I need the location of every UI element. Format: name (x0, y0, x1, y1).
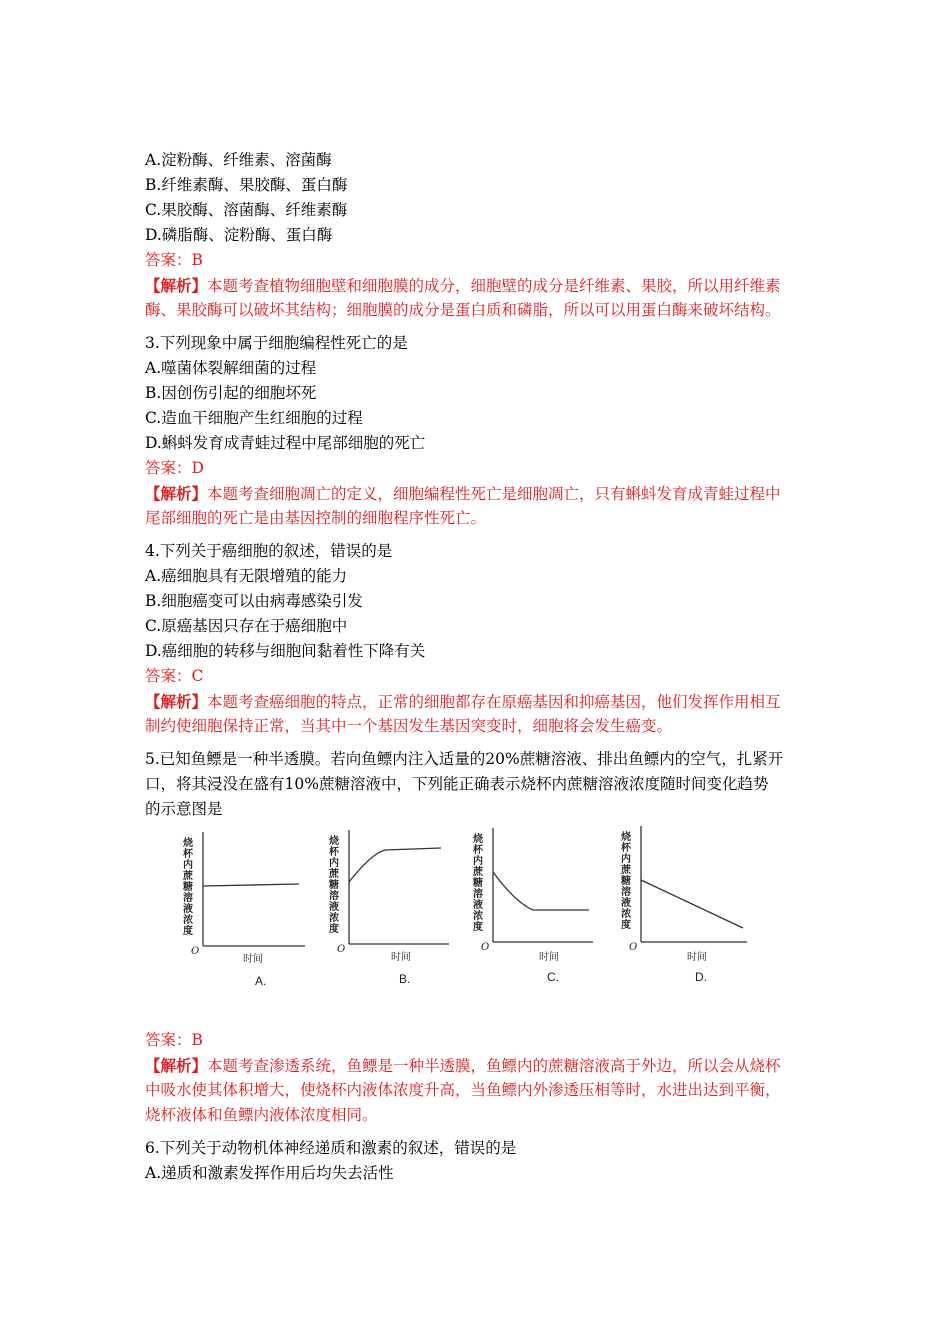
question-5 (145, 747, 815, 1128)
option-c: C.果胶酶、溶菌酶、纤维素酶 (145, 201, 348, 219)
origin-label: O (191, 946, 200, 957)
option-c: C.原癌基因只存在于癌细胞中 (145, 617, 348, 635)
analysis-line: 酶、果胶酶可以破坏其结构；细胞膜的成分是蛋白质和磷脂，所以可以用蛋白酶来破坏结构。 (145, 301, 781, 319)
graph-caption: B. (399, 972, 411, 986)
graph-caption: D. (695, 970, 707, 984)
curve-linear-decline (641, 880, 743, 928)
question-stem-line: 口，将其浸没在盛有10%蔗糖溶液中，下列能正确表示烧杯内蔗糖溶液浓度随时间变化趋势 (145, 775, 769, 793)
y-axis-label: 烧杯内蔗糖溶液浓度 (473, 834, 483, 933)
analysis-tag: 【解析】 (145, 692, 208, 711)
curve-rising (349, 848, 441, 882)
origin-label: O (481, 942, 490, 953)
option-d: D.蝌蚪发育成青蛙过程中尾部细胞的死亡 (145, 434, 426, 452)
analysis-tag: 【解析】 (145, 1056, 208, 1075)
answer: 答案：B (145, 251, 203, 269)
option-a: A.癌细胞具有无限增殖的能力 (145, 567, 348, 585)
graph-a-plot (177, 824, 317, 1019)
option-a: A.噬菌体裂解细菌的过程 (145, 359, 317, 377)
curve-falling (493, 872, 589, 910)
analysis-line (145, 273, 815, 298)
question-stem: 4.下列关于癌细胞的叙述，错误的是 (145, 542, 393, 560)
question-stem-line: 5.已知鱼鳔是一种半透膜。若向鱼鳔内注入适量的20%蔗糖溶液、排出鱼鳔内的空气，扎紧开 (145, 750, 784, 768)
graph-d (615, 824, 755, 1019)
analysis-line: 尾部细胞的死亡是由基因控制的细胞程序性死亡。 (145, 509, 487, 527)
x-axis-label: 时间 (539, 952, 559, 963)
option-a: A.递质和激素发挥作用后均失去活性 (145, 1164, 394, 1182)
x-axis-label: 时间 (243, 954, 263, 965)
analysis-text: 本题考查植物细胞壁和细胞膜的成分，细胞壁的成分是纤维素、果胶，所以用纤维素 (207, 277, 781, 295)
answer: 答案：B (145, 1031, 203, 1049)
y-axis-label: 烧杯内蔗糖溶液浓度 (329, 836, 339, 935)
question-stem-line: 的示意图是 (145, 800, 223, 818)
option-b: B.因创伤引起的细胞坏死 (145, 384, 317, 402)
concentration-graphs (145, 824, 815, 1024)
analysis-line: 制约使细胞保持正常，当其中一个基因发生基因突变时，细胞将会发生癌变。 (145, 717, 673, 735)
graph-d-plot (615, 824, 755, 1019)
graph-b (323, 824, 463, 1019)
analysis-tag: 【解析】 (145, 276, 208, 295)
question-2 (145, 148, 815, 323)
analysis-text: 本题考查癌细胞的特点，正常的细胞都存在原癌基因和抑癌基因，他们发挥作用相互 (207, 693, 781, 711)
graph-b-plot (323, 824, 463, 1019)
question-3 (145, 331, 815, 531)
graph-c (467, 824, 607, 1019)
option-d: D.磷脂酶、淀粉酶、蛋白酶 (145, 226, 333, 244)
analysis-text: 本题考查渗透系统，鱼鳔是一种半透膜，鱼鳔内的蔗糖溶液高于外边，所以会从烧杯 (207, 1057, 781, 1075)
option-b: B.纤维素酶、果胶酶、蛋白酶 (145, 176, 348, 194)
question-6 (145, 1136, 815, 1186)
answer: 答案：D (145, 459, 204, 477)
option-a: A.淀粉酶、纤维素、溶菌酶 (145, 151, 332, 169)
analysis-text: 本题考查细胞凋亡的定义，细胞编程性死亡是细胞凋亡，只有蝌蚪发育成青蛙过程中 (207, 485, 781, 503)
curve-flat (203, 884, 299, 886)
question-4 (145, 539, 815, 739)
graph-caption: A. (255, 974, 267, 988)
analysis-line: 烧杯液体和鱼鳔内液体浓度相同。 (145, 1106, 378, 1124)
analysis-line (145, 481, 815, 506)
question-stem: 6.下列关于动物机体神经递质和激素的叙述，错误的是 (145, 1139, 517, 1157)
analysis-line: 中吸水使其体积增大，使烧杯内液体浓度升高，当鱼鳔内外渗透压相等时，水进出达到平衡， (145, 1081, 781, 1099)
option-c: C.造血干细胞产生红细胞的过程 (145, 409, 363, 427)
graph-c-plot (467, 824, 607, 1019)
document-page (145, 148, 815, 1186)
origin-label: O (337, 944, 346, 955)
option-b: B.细胞癌变可以由病毒感染引发 (145, 592, 363, 610)
analysis-line (145, 1053, 815, 1078)
analysis-tag: 【解析】 (145, 484, 208, 503)
x-axis-label: 时间 (687, 952, 707, 963)
y-axis-label: 烧杯内蔗糖溶液浓度 (621, 832, 631, 931)
question-stem: 3.下列现象中属于细胞编程性死亡的是 (145, 334, 408, 352)
analysis-line (145, 689, 815, 714)
y-axis-label: 烧杯内蔗糖溶液浓度 (183, 838, 193, 937)
option-d: D.癌细胞的转移与细胞间黏着性下降有关 (145, 642, 426, 660)
graph-a (177, 824, 317, 1019)
graph-caption: C. (547, 970, 559, 984)
x-axis-label: 时间 (391, 952, 411, 963)
answer: 答案：C (145, 667, 204, 685)
origin-label: O (629, 942, 638, 953)
